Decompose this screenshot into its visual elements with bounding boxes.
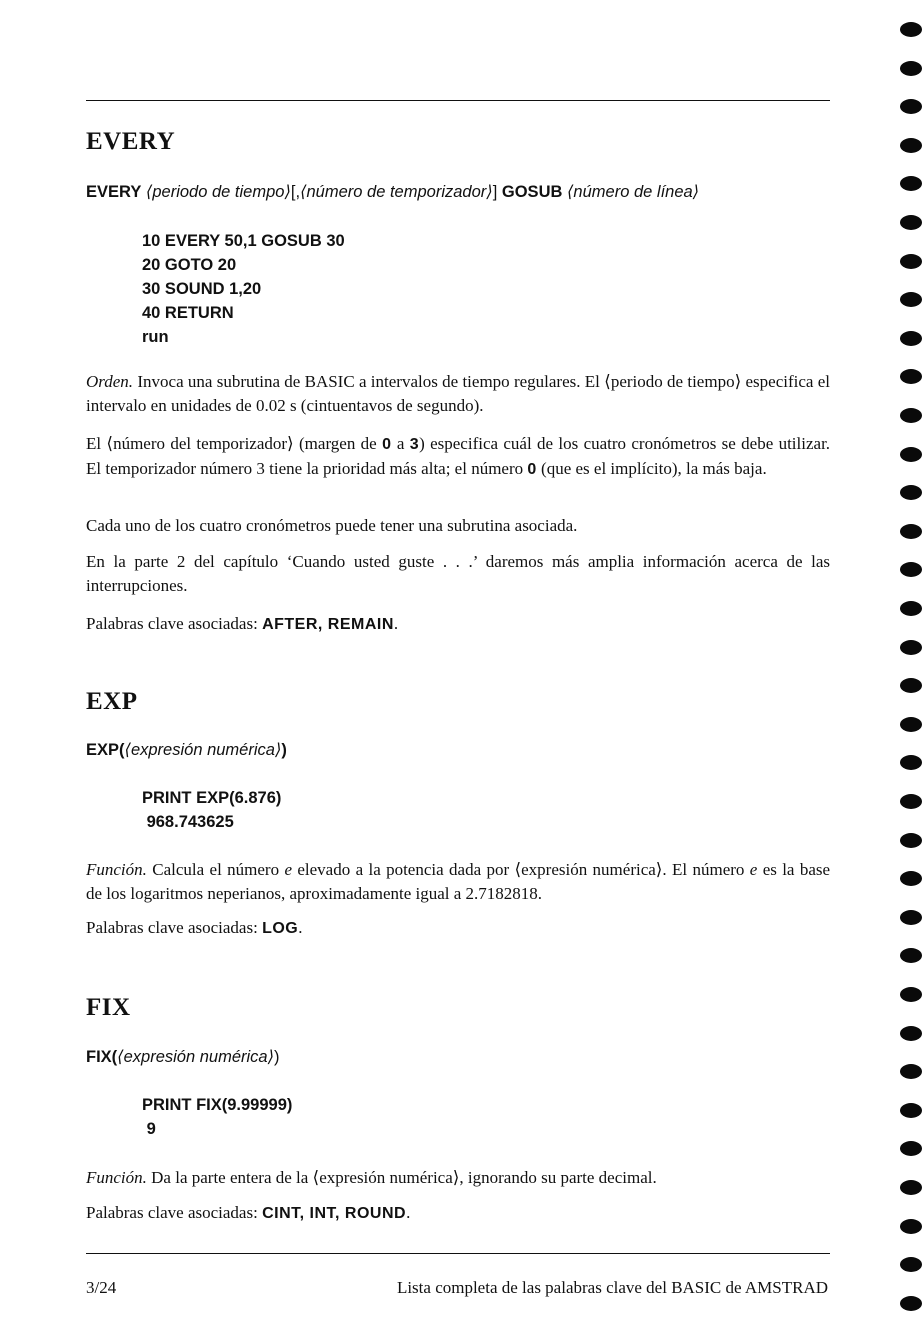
binder-hole bbox=[900, 678, 922, 693]
syntax-argument: ⟨periodo de tiempo⟩ bbox=[145, 183, 291, 201]
paragraph-label: Función. bbox=[86, 1168, 147, 1187]
punctuation: . bbox=[406, 1203, 411, 1222]
syntax-keyword: FIX( bbox=[86, 1048, 118, 1066]
every-heading: EVERY bbox=[86, 128, 176, 155]
binder-hole bbox=[900, 447, 922, 462]
paragraph-text: Da la parte entera de la ⟨expresión numérica⟩, ignorando su parte decimal. bbox=[151, 1168, 657, 1187]
binder-hole bbox=[900, 22, 922, 37]
every-related-keywords bbox=[86, 612, 830, 637]
code-line: 10 EVERY 50,1 GOSUB 30 bbox=[142, 232, 345, 250]
syntax-argument: ⟨número de línea⟩ bbox=[567, 183, 700, 201]
keyword-value: 0 bbox=[527, 461, 537, 478]
binder-hole bbox=[900, 755, 922, 770]
binder-hole bbox=[900, 1257, 922, 1272]
code-line: 9 bbox=[142, 1120, 156, 1138]
code-line: 20 GOTO 20 bbox=[142, 256, 237, 274]
binder-hole bbox=[900, 1064, 922, 1079]
fix-code-example bbox=[142, 1093, 292, 1141]
syntax-argument: ⟨expresión numérica⟩ bbox=[117, 1048, 275, 1066]
paragraph-text: Invoca una subrutina de BASIC a intervalos de tiempo regulares. El ⟨periodo de tiempo⟩ especifica el intervalo en unidades de 0.02 s (cintuentavos de segundo). bbox=[86, 372, 831, 415]
related-keyword-list: AFTER, REMAIN bbox=[262, 616, 394, 633]
paragraph-text: a bbox=[396, 434, 405, 453]
binder-hole bbox=[900, 138, 922, 153]
binder-hole bbox=[900, 1219, 922, 1234]
exp-related-keywords bbox=[86, 916, 830, 941]
paragraph-text: El ⟨número del temporizador⟩ (margen de bbox=[86, 434, 377, 453]
related-label: Palabras clave asociadas: bbox=[86, 614, 258, 633]
exp-description bbox=[86, 858, 830, 906]
exp-code-example bbox=[142, 786, 281, 834]
chapter-title: Lista completa de las palabras clave del BASIC de AMSTRAD bbox=[396, 1278, 828, 1297]
related-label: Palabras clave asociadas: bbox=[86, 1203, 258, 1222]
every-timer-paragraph bbox=[86, 432, 830, 482]
syntax-argument: ⟨expresión numérica⟩ bbox=[124, 741, 282, 759]
paragraph-text: ) especifica cuál de los cuatro cronómetros se debe utilizar. El temporizador número 3 tiene la prioridad más alta; el número bbox=[86, 434, 831, 478]
binder-hole bbox=[900, 833, 922, 848]
punctuation: . bbox=[298, 918, 303, 937]
paragraph-text: (que es el implícito), la más baja. bbox=[541, 459, 767, 478]
binder-hole bbox=[900, 871, 922, 886]
math-symbol: e bbox=[284, 860, 292, 879]
fix-related-keywords bbox=[86, 1201, 830, 1226]
syntax-keyword: EXP( bbox=[86, 741, 125, 759]
header-rule bbox=[86, 100, 830, 101]
code-line: 30 SOUND 1,20 bbox=[142, 280, 262, 298]
exp-heading: EXP bbox=[86, 688, 138, 715]
binder-hole bbox=[900, 524, 922, 539]
keyword-value: 0 bbox=[382, 436, 392, 453]
page-number: 3/24 bbox=[86, 1278, 117, 1297]
keyword-value: 3 bbox=[409, 436, 420, 453]
related-keyword-list: CINT, INT, ROUND bbox=[262, 1205, 407, 1222]
syntax-bracket: ] bbox=[492, 183, 498, 201]
binder-hole bbox=[900, 640, 922, 655]
code-line: run bbox=[142, 328, 169, 346]
code-line: PRINT FIX(9.99999) bbox=[142, 1096, 293, 1114]
paragraph-text: Calcula el número bbox=[152, 860, 280, 879]
binder-hole bbox=[900, 601, 922, 616]
paragraph-label: Orden. bbox=[86, 372, 134, 391]
binder-hole bbox=[900, 1026, 922, 1041]
code-line: PRINT EXP(6.876) bbox=[142, 789, 282, 807]
footer-rule bbox=[86, 1253, 830, 1254]
syntax-keyword: ) bbox=[274, 1048, 280, 1066]
fix-syntax bbox=[86, 1047, 280, 1067]
every-description bbox=[86, 370, 830, 418]
binder-hole bbox=[900, 987, 922, 1002]
related-label: Palabras clave asociadas: bbox=[86, 918, 258, 937]
every-interrupts-note: En la parte 2 del capítulo ‘Cuando usted guste . . .’ daremos más amplia información acerca de las interrupciones. bbox=[86, 552, 830, 595]
related-keyword-list: LOG bbox=[262, 920, 299, 937]
code-line: 968.743625 bbox=[142, 813, 234, 831]
paragraph-text: es la base de los logaritmos neperianos, aproximadamente igual a 2.7182818. bbox=[86, 860, 831, 903]
binder-hole bbox=[900, 292, 922, 307]
binder-hole bbox=[900, 1141, 922, 1156]
punctuation: . bbox=[393, 614, 399, 633]
binder-hole bbox=[900, 61, 922, 76]
code-line: 40 RETURN bbox=[142, 304, 234, 322]
every-syntax bbox=[86, 182, 699, 202]
binder-hole bbox=[900, 215, 922, 230]
paragraph-text: elevado a la potencia dada por ⟨expresión numérica⟩. El número bbox=[297, 860, 745, 879]
binder-hole bbox=[900, 254, 922, 269]
syntax-bracket: [, bbox=[290, 183, 301, 201]
binder-hole bbox=[900, 485, 922, 500]
fix-description bbox=[86, 1166, 830, 1190]
binder-hole bbox=[900, 99, 922, 114]
binder-hole bbox=[900, 794, 922, 809]
every-timers-note: Cada uno de los cuatro cronómetros puede tener una subrutina asociada. bbox=[86, 516, 578, 535]
every-code-example bbox=[142, 229, 345, 349]
syntax-keyword: EVERY bbox=[86, 183, 142, 201]
binder-hole bbox=[900, 1103, 922, 1118]
paragraph-label: Función. bbox=[86, 860, 147, 879]
binder-hole bbox=[900, 1180, 922, 1195]
syntax-argument: ⟨número de temporizador⟩ bbox=[300, 183, 493, 201]
math-symbol: e bbox=[749, 860, 758, 879]
binder-hole bbox=[900, 948, 922, 963]
binder-hole bbox=[900, 369, 922, 384]
syntax-keyword: ) bbox=[281, 741, 287, 759]
binder-hole bbox=[900, 408, 922, 423]
binder-hole bbox=[900, 331, 922, 346]
exp-syntax bbox=[86, 740, 287, 760]
binder-hole bbox=[900, 910, 922, 925]
binder-hole bbox=[900, 562, 922, 577]
binder-hole bbox=[900, 717, 922, 732]
binder-holes bbox=[896, 0, 924, 1334]
binder-hole bbox=[900, 1296, 922, 1311]
fix-heading: FIX bbox=[86, 994, 131, 1021]
syntax-keyword: GOSUB bbox=[501, 183, 563, 201]
binder-hole bbox=[900, 176, 922, 191]
